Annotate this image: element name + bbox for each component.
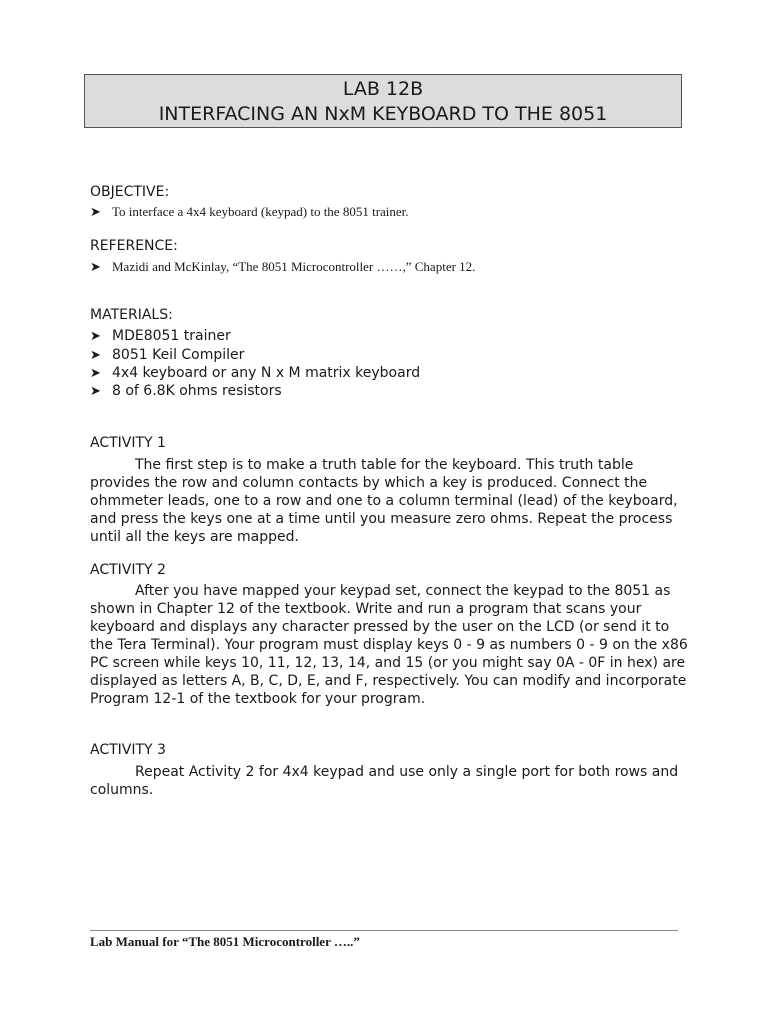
activity-3-heading: ACTIVITY 3 bbox=[90, 742, 166, 758]
arrow-bullet-icon: ➤ bbox=[90, 205, 101, 220]
activity-3-text: Repeat Activity 2 for 4x4 keypad and use only a single port for both rows and columns. bbox=[90, 764, 679, 798]
lab-title: INTERFACING AN NxM KEYBOARD TO THE 8051 bbox=[158, 103, 608, 125]
title-box bbox=[84, 74, 682, 128]
objective-item: ➤ To interface a 4x4 keyboard (keypad) to the 8051 trainer. bbox=[90, 204, 409, 220]
materials-item: ➤ MDE8051 trainer bbox=[90, 328, 231, 344]
arrow-bullet-icon: ➤ bbox=[90, 384, 101, 399]
objective-heading: OBJECTIVE: bbox=[90, 184, 170, 200]
materials-item: ➤ 8051 Keil Compiler bbox=[90, 347, 245, 363]
arrow-bullet-icon: ➤ bbox=[90, 329, 101, 344]
reference-heading: REFERENCE: bbox=[90, 238, 178, 254]
materials-item: ➤ 4x4 keyboard or any N x M matrix keyboard bbox=[90, 365, 421, 381]
activity-1-heading: ACTIVITY 1 bbox=[90, 435, 166, 451]
arrow-bullet-icon: ➤ bbox=[90, 260, 101, 275]
footer-divider bbox=[90, 930, 678, 931]
activity-2-heading: ACTIVITY 2 bbox=[90, 562, 166, 578]
activity-1-text: The first step is to make a truth table for the keyboard. This truth table provides the row and column contacts by which a key is produced. Connect the ohmmeter leads, one to a row and one to a column terminal (lead) of the keyboard, and press the keys one at a time until you measure zero ohms. Repeat the process until all the keys are mapped. bbox=[90, 457, 678, 545]
arrow-bullet-icon: ➤ bbox=[90, 348, 101, 363]
activity-2-text: After you have mapped your keypad set, connect the keypad to the 8051 as shown in Chapter 12 of the textbook. Write and run a program that scans your keyboard and displays any character pressed by the user on the LCD (or send it to the Tera Terminal). Your program must display keys 0 - 9 as numbers 0 - 9 on the x86 PC screen while keys 10, 11, 12, 13, 14, and 15 (or you might say 0A - 0F in hex) are displayed as letters A, B, C, D, E, and F, respectively. You can modify and incorporate Program 12-1 of the textbook for your program. bbox=[90, 583, 688, 707]
materials-item: ➤ 8 of 6.8K ohms resistors bbox=[90, 383, 282, 399]
arrow-bullet-icon: ➤ bbox=[90, 366, 101, 381]
reference-item: ➤ Mazidi and McKinlay, “The 8051 Microcontroller ……,” Chapter 12. bbox=[90, 259, 476, 275]
materials-heading: MATERIALS: bbox=[90, 307, 173, 323]
lab-number: LAB 12B bbox=[342, 78, 424, 100]
footer-text: Lab Manual for “The 8051 Microcontroller …..” bbox=[90, 934, 360, 949]
